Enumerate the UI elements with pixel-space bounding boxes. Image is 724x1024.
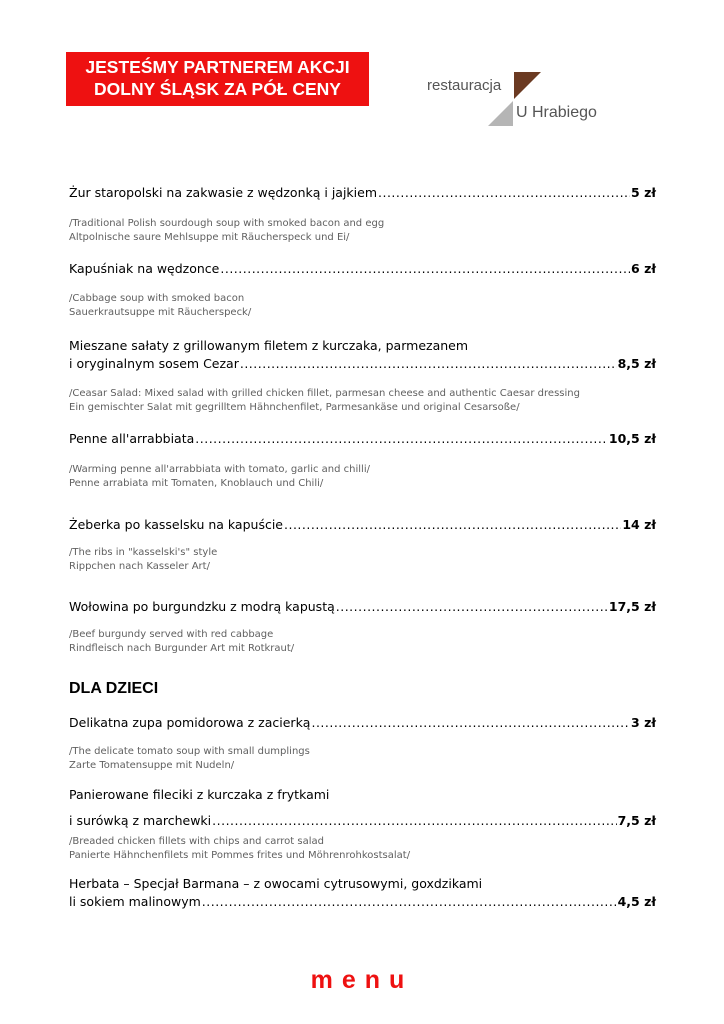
menu-item bbox=[69, 261, 656, 276]
menu-item-description bbox=[69, 292, 656, 320]
menu-item-line bbox=[69, 894, 656, 909]
menu-item-name: Penne all'arrabbiata bbox=[69, 431, 195, 446]
leader-dots bbox=[336, 599, 608, 614]
menu-item-name: i oryginalnym sosem Cezar bbox=[69, 356, 239, 371]
menu-item-name: Żur staropolski na zakwasie z wędzonką i jajkiem bbox=[69, 185, 378, 200]
menu-item-price: 6 zł bbox=[631, 261, 656, 276]
description-line-en: /Breaded chicken fillets with chips and carrot salad bbox=[69, 836, 324, 847]
description-line-de: Zarte Tomatensuppe mit Nudeln/ bbox=[69, 760, 235, 771]
description-line-en: /The delicate tomato soup with small dumplings bbox=[69, 746, 310, 757]
menu-item-name: i surówką z marchewki bbox=[69, 813, 212, 828]
menu-item-line bbox=[69, 599, 656, 614]
description-line-de: Ein gemischter Salat mit gegrilltem Hähnchenfilet, Parmesankäse und original Cesarsoße/ bbox=[69, 402, 520, 413]
menu-item-name-line1: Herbata – Specjał Barmana – z owocami cytrusowymi, goxdzikami bbox=[69, 876, 483, 891]
promo-banner-line-2: DOLNY ŚLĄSK ZA PÓŁ CENY bbox=[94, 79, 341, 99]
description-line-de: Rindfleisch nach Burgunder Art mit Rotkraut/ bbox=[69, 643, 295, 654]
restaurant-logo bbox=[420, 66, 620, 132]
menu-item-price: 14 zł bbox=[622, 517, 656, 532]
description-line-de: Penne arrabiata mit Tomaten, Knoblauch und Chili/ bbox=[69, 478, 324, 489]
menu-item-price: 7,5 zł bbox=[617, 813, 656, 828]
menu-item-name-line1: Mieszane sałaty z grillowanym filetem z kurczaka, parmezanem bbox=[69, 338, 469, 353]
description-line-en: /Traditional Polish sourdough soup with smoked bacon and egg bbox=[69, 218, 385, 229]
leader-dots bbox=[195, 431, 608, 446]
menu-item-name: Żeberka po kasselsku na kapuście bbox=[69, 517, 283, 532]
menu-item bbox=[69, 517, 656, 532]
description-line-en: /The ribs in "kasselski's" style bbox=[69, 547, 218, 558]
menu-item-name: li sokiem malinowym bbox=[69, 894, 201, 909]
leader-dots bbox=[378, 185, 630, 200]
menu-item-name-line1: Panierowane fileciki z kurczaka z frytkami bbox=[69, 787, 330, 802]
menu-item-line bbox=[69, 813, 656, 828]
menu-item-line bbox=[69, 517, 656, 532]
description-line-de: Sauerkrautsuppe mit Räucherspeck/ bbox=[69, 307, 252, 318]
menu-item-description bbox=[69, 217, 656, 245]
menu-item bbox=[69, 599, 656, 614]
promo-banner-line-1: JESTEŚMY PARTNEREM AKCJI bbox=[85, 57, 350, 77]
menu-item-price: 5 zł bbox=[631, 185, 656, 200]
promo-banner bbox=[66, 52, 369, 106]
menu-item-description bbox=[69, 628, 656, 656]
logo-text-bottom: U Hrabiego bbox=[516, 104, 597, 121]
description-line-en: /Cabbage soup with smoked bacon bbox=[69, 293, 245, 304]
description-line-en: /Beef burgundy served with red cabbage bbox=[69, 629, 274, 640]
menu-item-line bbox=[69, 261, 656, 276]
leader-dots bbox=[240, 356, 617, 371]
menu-item-line bbox=[69, 715, 656, 730]
logo-text-top: restauracja bbox=[427, 77, 502, 94]
menu-item bbox=[69, 431, 656, 446]
menu-footer-title: menu bbox=[310, 966, 414, 994]
menu-item-description bbox=[69, 835, 656, 863]
menu-item bbox=[69, 356, 656, 371]
menu-item-name: Delikatna zupa pomidorowa z zacierką bbox=[69, 715, 311, 730]
menu-item-price: 17,5 zł bbox=[608, 599, 656, 614]
description-line-en: /Warming penne all'arrabbiata with tomato, garlic and chilli/ bbox=[69, 464, 370, 475]
menu-item-name: Kapuśniak na wędzonce bbox=[69, 261, 220, 276]
menu-item bbox=[69, 894, 656, 909]
menu-item-price: 4,5 zł bbox=[617, 894, 656, 909]
leader-dots bbox=[220, 261, 630, 276]
menu-item bbox=[69, 715, 656, 730]
section-title: DLA DZIECI bbox=[69, 680, 159, 697]
menu-item-description bbox=[69, 387, 656, 415]
menu-item-price: 3 zł bbox=[631, 715, 656, 730]
description-line-de: Altpolnische saure Mehlsuppe mit Räucherspeck und Ei/ bbox=[69, 232, 350, 243]
leader-dots bbox=[284, 517, 621, 532]
menu-item bbox=[69, 813, 656, 828]
menu-item-description bbox=[69, 546, 656, 574]
leader-dots bbox=[311, 715, 630, 730]
menu-item bbox=[69, 185, 656, 200]
menu-item-description bbox=[69, 463, 656, 491]
menu-item-line bbox=[69, 185, 656, 200]
menu-item-line bbox=[69, 356, 656, 371]
menu-item-description bbox=[69, 745, 656, 773]
leader-dots bbox=[212, 813, 616, 828]
description-line-de: Rippchen nach Kasseler Art/ bbox=[69, 561, 210, 572]
menu-item-name: Wołowina po burgundzku z modrą kapustą bbox=[69, 599, 335, 614]
leader-dots bbox=[202, 894, 617, 909]
description-line-de: Panierte Hähnchenfilets mit Pommes frites und Möhrenrohkostsalat/ bbox=[69, 850, 411, 861]
menu-item-price: 8,5 zł bbox=[617, 356, 656, 371]
description-line-en: /Ceasar Salad: Mixed salad with grilled chicken fillet, parmesan cheese and authentic Caesar dressing bbox=[69, 388, 580, 399]
menu-item-line bbox=[69, 431, 656, 446]
menu-item-price: 10,5 zł bbox=[608, 431, 656, 446]
